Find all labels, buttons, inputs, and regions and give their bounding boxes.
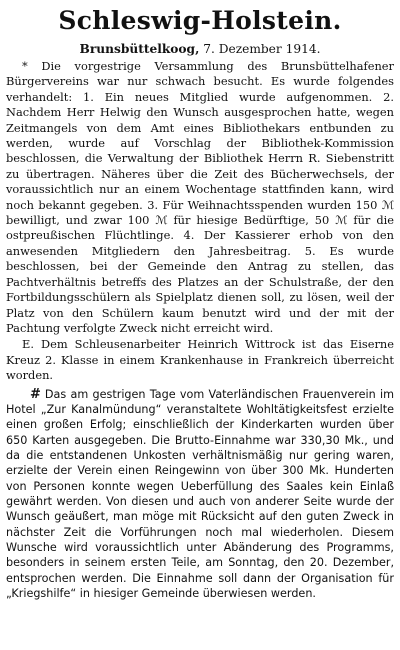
article-buergerverein (6, 59, 394, 384)
article-mark-icon: # (30, 386, 41, 402)
article-paragraph: E. Dem Schleusenarbeiter Heinrich Wittrock ist das Eiserne Kreuz 2. Klasse in einem Krankenhause in Frankreich überreicht worden. (6, 337, 394, 383)
article-paragraph: * Die vorgestrige Versammlung des Brunsbüttelhafener Bürgervereins war nur schwach besucht. Es wurde folgendes verhandelt: 1. Ein neues Mitglied wurde aufgenommen. 2. Nachdem Herr Helwig den Wunsch ausgesprochen hatte, wegen Zeitmangels von dem Amt eines Bibliothekars entbunden zu werden, wurde auf Vorschlag der Bibliothek-Kommission beschlossen, die Verwaltung der Bibliothek Herrn R. Siebenstritt zu übertragen. Näheres über die Zeit des Bücherwechsels, der voraussichtlich nur an einem Wochentage stattfinden kann, wird noch bekannt gegeben. 3. Für Weihnachtsspenden wurden 150 ℳ bewilligt, und zwar 100 ℳ für hiesige Bedürftige, 50 ℳ für die ostpreußischen Flüchtlinge. 4. Der Kassierer erhob von den anwesenden Mitgliedern den Jahresbeitrag. 5. Es wurde beschlossen, bei der Gemeinde den Antrag zu stellen, das Pachtverhältnis betreffs des Platzes an der Schulstraße, der den Fortbildungsschülern als Spielplatz dienen soll, zu lösen, weil der Platz von den Schülern kaum benutzt wird und der mit der Pachtung verfolgte Zweck nicht erreicht wird. (6, 59, 394, 335)
dateline-place: Brunsbüttelkoog, (79, 42, 200, 56)
section-headline: Schleswig-Holstein. (58, 6, 342, 35)
article-paragraph: Das am gestrigen Tage vom Vaterländischen Frauenverein im Hotel „Zur Kanalmündung“ veranstaltete Wohltätigkeitsfest erzielte einen großen Erfolg; einschließlich der Kinderkarten wurden über 650 Karten ausgegeben. Die Brutto-Einnahme war 330,30 Mk., und da die entstandenen Unkosten verhältnismäßig nur gering waren, erzielte der Verein einen Reingewinn von über 300 Mk. Hunderten von Personen konnte wegen Ueberfüllung des Saales kein Einlaß gewährt werden. Von diesen und auch von anderer Seite wurde der Wunsch geäußert, man möge mit Rücksicht auf den guten Zweck in nächster Zeit die Vorführungen noch mal wiederholen. Diesem Wunsche wird voraussichtlich unter Abänderung des Programms, besonders in seinem ersten Teile, am Sonntag, den 20. Dezember, entsprochen werden. Die Einnahme soll dann der Organisation für „Kriegshilfe“ in hiesiger Gemeinde überwiesen werden. (6, 387, 394, 600)
dateline-date: 7. Dezember 1914. (199, 42, 321, 56)
dateline (6, 41, 394, 58)
article-frauenverein (6, 387, 394, 602)
